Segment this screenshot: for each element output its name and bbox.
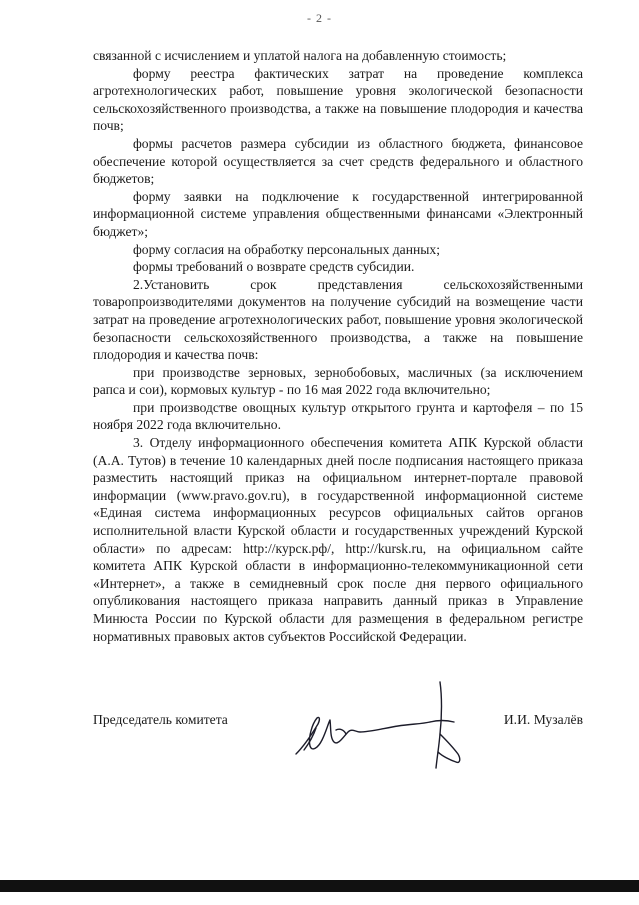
page-number: - 2 -	[307, 11, 332, 25]
paragraph-subsidy-calculation-forms: формы расчетов размера субсидии из областного бюджета, финансовое обеспечение которой осуществляется за счет средств федерального и областного бюджетов;	[93, 135, 583, 187]
document-body	[93, 47, 583, 645]
paragraph-personal-data-consent-form: форму согласия на обработку персональных данных;	[133, 241, 440, 257]
paragraph-continuation: связанной с исчислением и уплатой налога на добавленную стоимость;	[93, 48, 507, 63]
paragraph-grain-crops-deadline: при производстве зерновых, зернобобовых, масличных (за исключением рапса и сои), кормовых культур - по 16 мая 2022 года включительно;	[93, 364, 583, 398]
paragraph-expense-register-form: форму реестра фактических затрат на проведение комплекса агротехнологических работ, повышение уровня экологической безопасности сельскохозяйственного производства, а также на повышение плодородия и качества почв;	[93, 65, 583, 134]
handwritten-signature	[290, 676, 480, 786]
paragraph-item-2-deadline: 2.Установить срок представления сельскохозяйственными товаропроизводителями документов на получение субсидий на возмещение части затрат на проведение агротехнологических работ, повышение уровня экологической безопасности сельскохозяйственного производства, а также на повышение плодородия и качества почв:	[93, 276, 583, 363]
signatory-name: И.И. Музалёв	[503, 712, 583, 727]
signatory-title: Председатель комитета	[93, 712, 228, 727]
paragraph-budget-system-application-form: форму заявки на подключение к государственной интегрированной информационной системе управления общественными финансами «Электронный бюджет»;	[93, 188, 583, 239]
paragraph-item-3-publication: 3. Отделу информационного обеспечения комитета АПК Курской области (А.А. Тутов) в течение 10 календарных дней после подписания настоящего приказа разместить настоящий приказ на официальном интернет-портале правовой информации (www.pravo.gov.ru), в государственной информационной системе «Единая система информационных ресурсов официальных сайтов органов исполнительной власти Курской области и государственных учреждений Курской области» по адресам: http://курск.рф/, http://kursk.ru, на официальном сайте комитета АПК Курской области в информационно-телекоммуникационной сети «Интернет», а также в семидневный срок после дня первого официального опубликования настоящего приказа направить данный приказ в Управление Минюста России по Курской области для размещения в федеральном регистре нормативных правовых актов субъектов Российской Федерации.	[93, 435, 583, 644]
bottom-scan-border	[0, 880, 639, 892]
paragraph-vegetable-crops-deadline: при производстве овощных культур открытого грунта и картофеля – по 15 ноября 2022 года включительно.	[93, 399, 583, 433]
paragraph-subsidy-return-forms: формы требований о возврате средств субсидии.	[133, 259, 415, 275]
